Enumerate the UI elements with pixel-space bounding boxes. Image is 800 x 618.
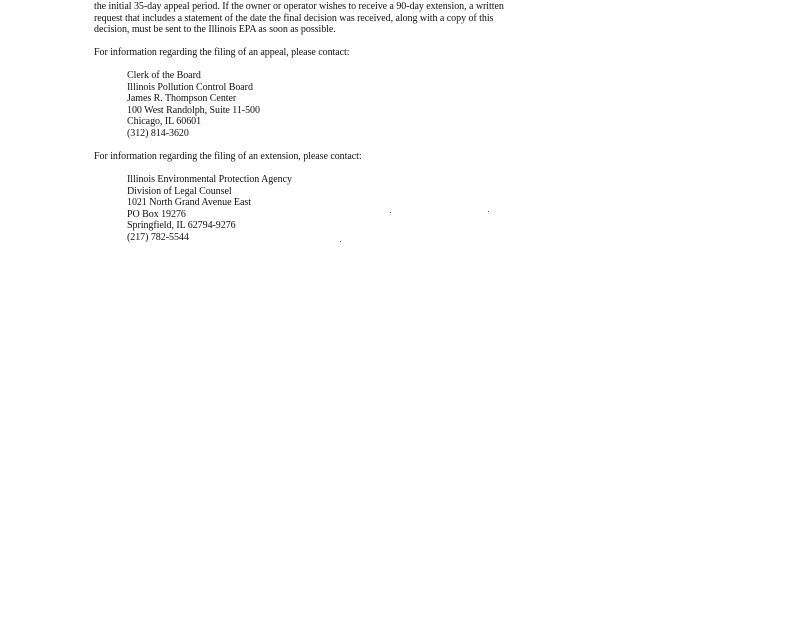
paragraph-line-1: the initial 35-day appeal period. If the owner or operator wishes to receive a 90-day extension, a written xyxy=(94,1,504,12)
appeal-contact-city: Chicago, IL 60601 xyxy=(127,116,202,127)
extension-intro: For information regarding the filing of an extension, please contact: xyxy=(94,151,362,162)
appeal-contact-street: 100 West Randolph, Suite 11-500 xyxy=(127,104,260,116)
scan-speck xyxy=(390,212,391,213)
appeal-contact-phone: (312) 814-3620 xyxy=(127,127,189,139)
extension-contact-agency: Illinois Environmental Protection Agency xyxy=(127,174,292,185)
paragraph-line-2: request that includes a statement of the date the final decision was received, along with a copy of this xyxy=(94,12,494,24)
paragraph-line-3: decision, must be sent to the Illinois EPA as soon as possible. xyxy=(94,24,336,35)
extension-contact-pobox: PO Box 19276 xyxy=(127,208,186,220)
scan-speck xyxy=(488,211,489,212)
appeal-contact-org: Illinois Pollution Control Board xyxy=(127,81,253,93)
extension-contact-phone: (217) 782-5544 xyxy=(127,231,189,243)
extension-contact-street: 1021 North Grand Avenue East xyxy=(127,197,251,208)
extension-contact-division: Division of Legal Counsel xyxy=(127,185,232,197)
appeal-contact-building: James R. Thompson Center xyxy=(127,93,237,104)
extension-contact-city: Springfield, IL 62794-9276 xyxy=(127,220,236,231)
scan-speck xyxy=(340,241,341,242)
appeal-contact-name: Clerk of the Board xyxy=(127,70,201,81)
appeal-intro: For information regarding the filing of an appeal, please contact: xyxy=(94,47,350,58)
